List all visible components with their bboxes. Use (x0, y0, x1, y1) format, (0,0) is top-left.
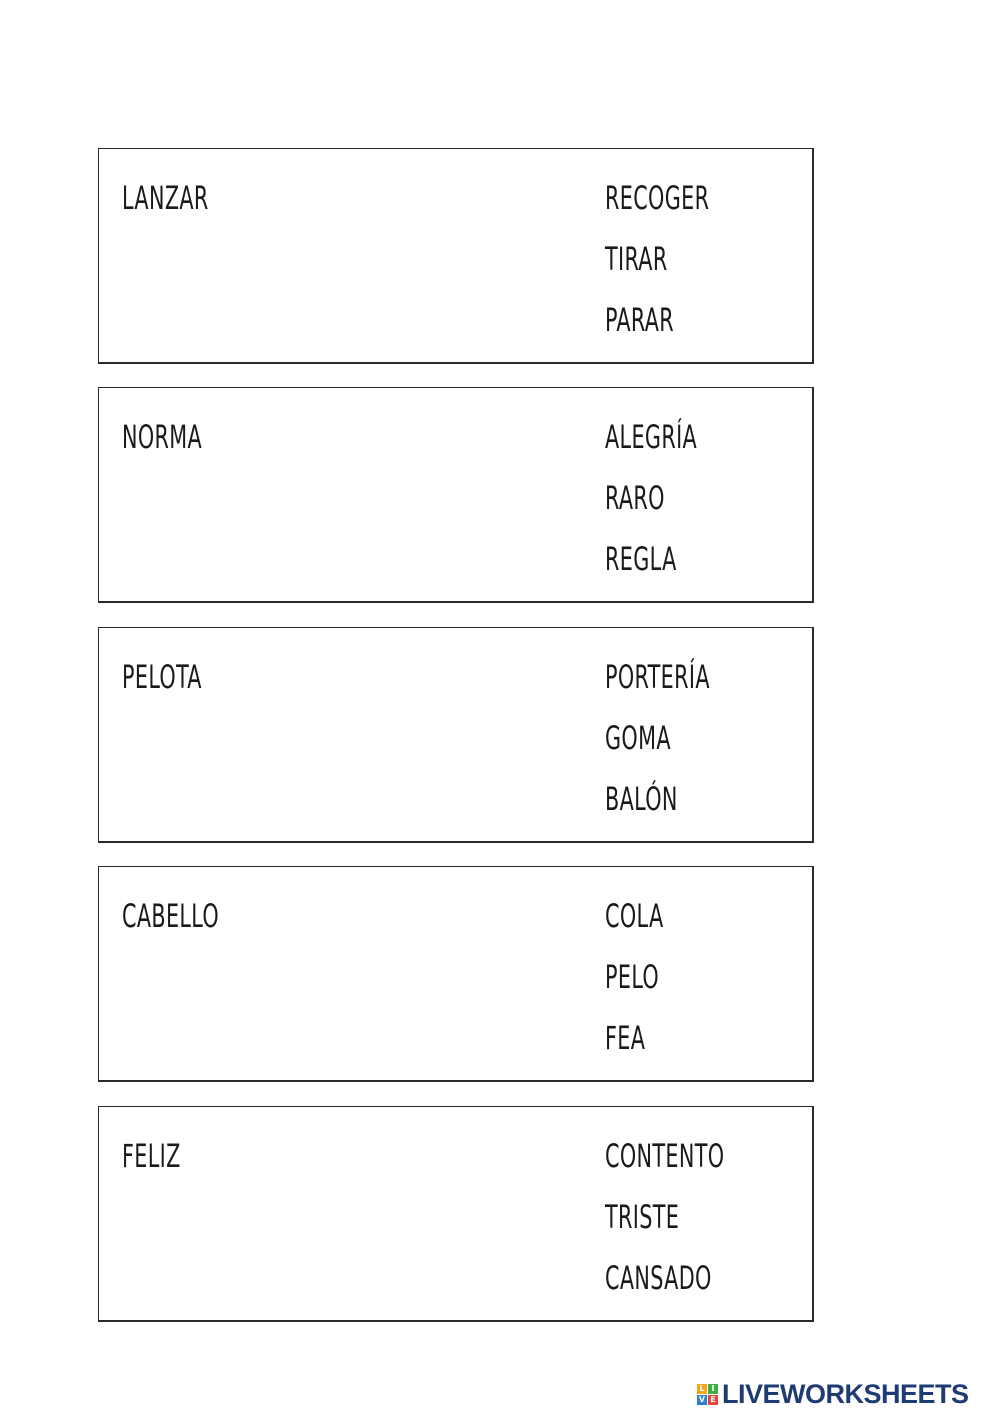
option-word[interactable]: CANSADO (605, 1259, 712, 1297)
target-word: NORMA (122, 418, 203, 456)
option-list (605, 418, 733, 601)
option-word[interactable]: REGLA (605, 540, 677, 578)
synonym-card-2 (98, 387, 814, 603)
option-word[interactable]: PELO (605, 958, 660, 996)
option-word[interactable]: BALÓN (605, 780, 678, 818)
synonym-card-1 (98, 148, 814, 364)
option-word[interactable]: ALEGRÍA (605, 418, 698, 456)
option-word[interactable]: PARAR (605, 301, 675, 339)
synonym-card-3 (98, 627, 814, 843)
brand-footer[interactable] (697, 1377, 969, 1411)
option-word[interactable]: TIRAR (605, 240, 668, 278)
target-word: PELOTA (122, 658, 202, 696)
option-list (605, 1137, 771, 1320)
option-list (605, 179, 750, 362)
option-word[interactable]: COLA (605, 897, 664, 935)
option-list (605, 658, 751, 841)
liveworksheets-logo-icon (697, 1384, 718, 1405)
logo-tile: E (708, 1395, 718, 1405)
option-word[interactable]: RECOGER (605, 179, 710, 217)
logo-tile: I (708, 1384, 718, 1394)
brand-name: LIVEWORKSHEETS (722, 1378, 969, 1409)
logo-tile: L (697, 1384, 707, 1394)
target-word: CABELLO (122, 897, 220, 935)
logo-tile: V (698, 1394, 706, 1404)
option-word[interactable]: GOMA (605, 719, 671, 757)
option-list (605, 897, 686, 1080)
target-word: FELIZ (122, 1137, 181, 1175)
synonym-card-5 (98, 1106, 814, 1322)
target-word: LANZAR (122, 179, 209, 217)
synonym-card-4 (98, 866, 814, 1082)
option-word[interactable]: RARO (605, 479, 665, 517)
option-word[interactable]: PORTERÍA (605, 658, 710, 696)
option-word[interactable]: TRISTE (605, 1198, 680, 1236)
option-word[interactable]: CONTENTO (605, 1137, 725, 1175)
option-word[interactable]: FEA (605, 1019, 646, 1057)
